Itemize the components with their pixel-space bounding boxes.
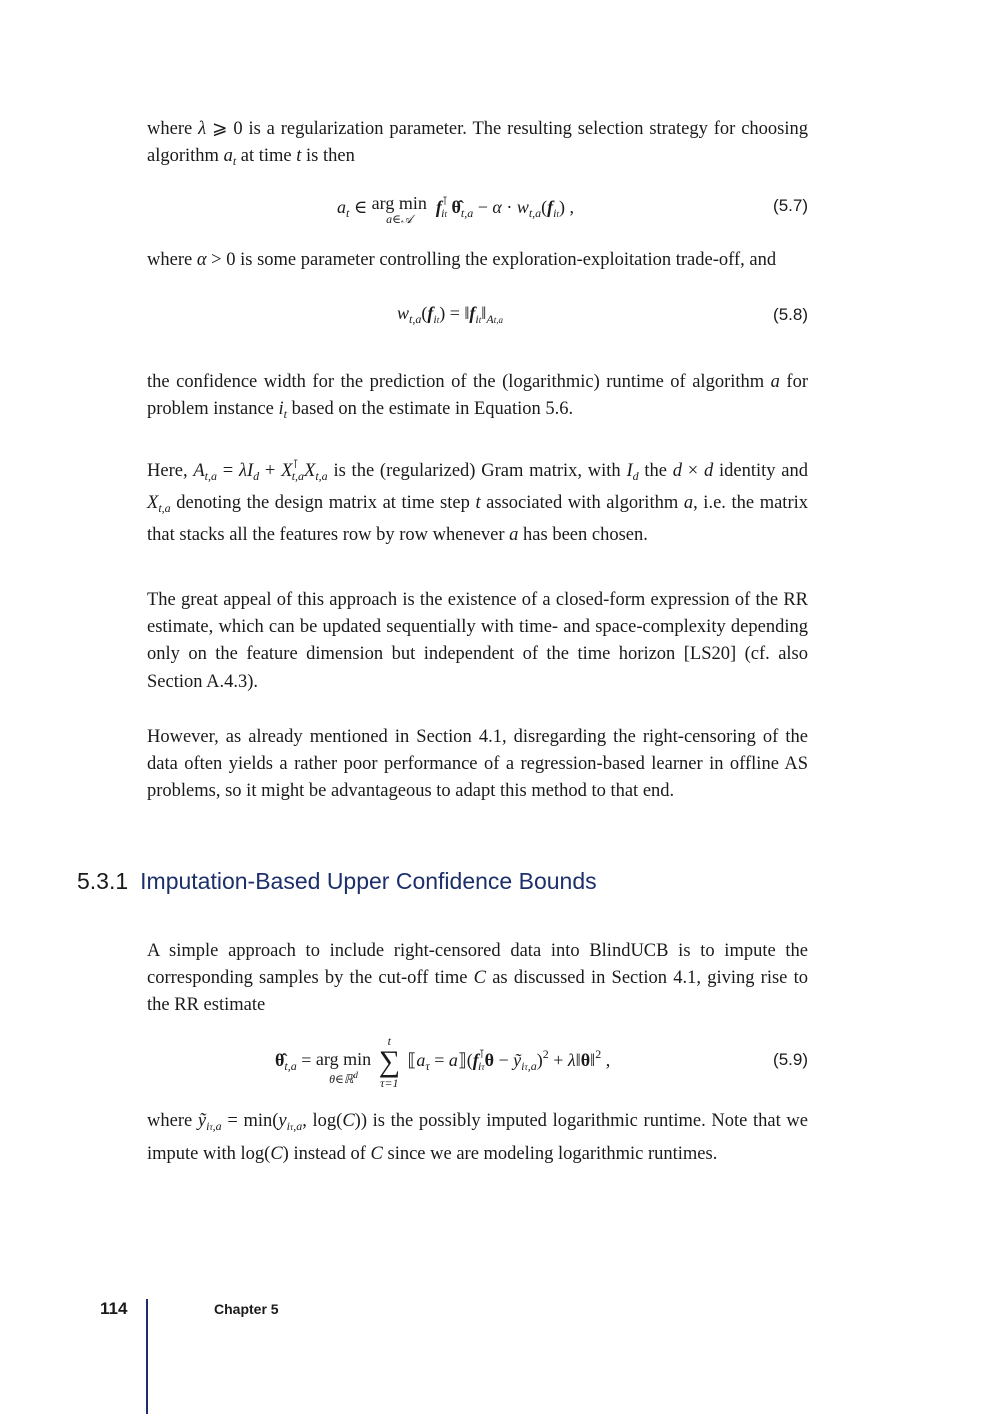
paragraph-confidence-width: the confidence width for the prediction of the (logarithmic) runtime of algorithm a for problem instance $i_t$ based on the estimate in Equation 5.6. <box>147 372 809 422</box>
equation-number: (5.9) <box>773 1050 808 1069</box>
section-number: 5.3.1 <box>77 868 129 894</box>
section-title: Imputation-Based Upper Confidence Bounds <box>140 868 597 894</box>
paragraph-imputed-runtime: where ỹ$_{i\tau,a}$ = $\min(y_{i\tau,a}$, log(C)) is the possibly imputed logarithmic runtime. Note that we impute with log(C) instead of C since we are modeling logarithmic runtimes. <box>147 1111 809 1165</box>
chapter-label: Chapter 5 <box>214 1301 279 1317</box>
section-heading <box>77 868 597 895</box>
equation-5-8: $w_{t,a}(f_{it})$ = $‖f_{it}‖_{At,a}$ (5.8) <box>397 303 808 326</box>
paragraph-right-censoring: However, as already mentioned in Section 4.1, disregarding the right-censoring of the data often yields a rather poor performance of a regression-based learner in offline AS problems, so it might be advantageous to adapt this method to that end. <box>147 727 808 802</box>
paragraph-regularization: where λ ⩾ 0 is a regularization parameter. The resulting selection strategy for choosing algorithm $a_t$ at time t is then <box>147 119 808 169</box>
footer-divider <box>146 1299 148 1414</box>
paragraph-imputation: A simple approach to include right-censored data into BlindUCB is to impute the corresponding samples by the cut-off time C as discussed in Section 4.1, giving rise to the RR estimate <box>147 941 808 1016</box>
equation-number: (5.7) <box>773 196 808 215</box>
paragraph-appeal: The great appeal of this approach is the existence of a closed-form expression of the RR estimate, which can be updated sequentially with time- and space-complexity depending only on the feature dimension but independent of the time horizon [LS20] (cf. also Section A.4.3). <box>147 590 808 692</box>
equation-5-7: $a_t$ ∈ arg min a∈𝒜 $f^⊺_{it}$ $\thetâ_{t,a} - \alpha \cdot w_{t,a}(f_{it})$ , (5.7) <box>337 193 808 226</box>
equation-number: (5.8) <box>773 305 808 324</box>
paragraph-alpha: where α > 0 is some parameter controlling the exploration-exploitation trade-off, and <box>147 250 777 270</box>
page-number: 114 <box>100 1299 128 1318</box>
paragraph-gram-matrix: Here, $A_{t,a} = \lambda I_d + X^⊺_{t,a}X_{t,a}$ is the (regularized) Gram matrix, with $I_d$ the d × d identity and $X_{t,a}$ denoting the design matrix at time step t associated with algorithm a, i.e. the matrix that stacks all the features row by row whenever a has been chosen. <box>147 457 808 546</box>
equation-5-9: $\thetâ_{t,a}$ = arg min θ∈ℝ$^d$ t ∑ τ=1 $⟦a_\tau$ = $a⟧(f^⊺_{i\tau}\theta$ − ỹ$_{i\tau,a}$)$^2$ + λ‖θ‖$^2$ , (5.9) <box>275 1034 808 1090</box>
